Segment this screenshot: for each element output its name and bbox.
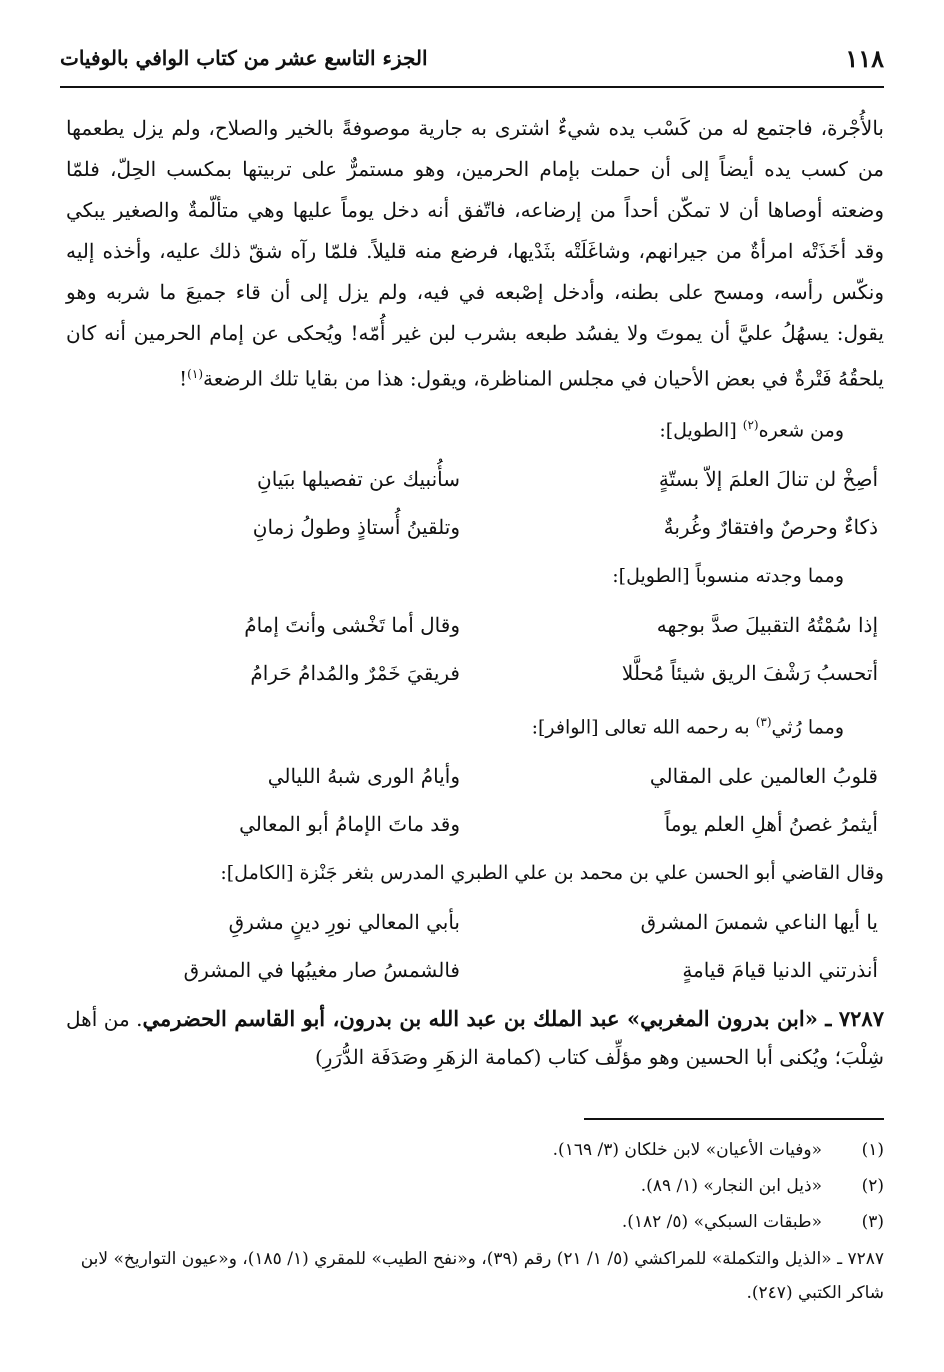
footnotes [66, 1132, 884, 1310]
footnote-ref-2: (٢) [742, 417, 759, 432]
verse [66, 752, 884, 800]
footnote-number: (٢) [861, 1176, 884, 1196]
main-paragraph-text: بالأُجْرة، فاجتمع له من كَسْب يده شيءٌ اشترى به جارية موصوفةً بالخير والصلاح، ولم يزل يطعمها من كسب يده أيضاً إلى أن حملت بإمام الحرمين، وهو مستمرٌّ على تربيتها بمكسب الحِلّ، فلمّا وضعته أوصاها أن لا تمكّن أحداً من إرضاعه، فاتّفق أنه دخل يوماً عليها وهي متألّمةٌ والصغير يبكي وقد أخَذَتْه امرأةٌ من جيرانهم، وشاغَلَتْه بثَدْيها، فرضع منه قليلاً. فلمّا رآه شقّ ذلك عليه، وأخذه إليه ونكّس رأسه، ومسح على بطنه، وأدخل إصْبعه في فيه، ولم يزل إلى أن قاء جميعَ ما شربه وهو يقول: يسهُلُ عليَّ أن يموتَ ولا يفسُد طبعه بشرب لبن غير أُمّه! ويُحكى عن إمام الحرمين أنه كان يلحقُهُ فَتْرةٌ في بعض الأحيان في مجلس المناظرة، ويقول: هذا من بقايا تلك الرضعة [66, 116, 884, 391]
poem-intro-1: ومن شعره$^{(٢)}$ [الطويل]: [659, 417, 844, 441]
main-paragraph-end: ! [179, 366, 188, 391]
verse-first-hemistich: قلوبُ العالمين على المقالي [649, 764, 878, 789]
verse-first-hemistich: أيثمرُ غصنُ أهلِ العلم يوماً [664, 812, 878, 837]
verse [66, 601, 884, 649]
biography-entry [66, 1000, 884, 1076]
verse-second-hemistich: سأُنبيك عن تفصيلها ببَيانِ [257, 466, 460, 491]
poem-intro-4: وقال القاضي أبو الحسن علي بن محمد بن علي الطبري المدرس بثغر جَنْزة [الكامل]: [220, 862, 884, 885]
footnote-number: (١) [861, 1140, 884, 1160]
verse [66, 503, 884, 551]
footnote-text: «وفيات الأعيان» لابن خلكان (٣/ ١٦٩). [552, 1140, 822, 1160]
footnote-divider [584, 1118, 884, 1120]
verse [66, 898, 884, 946]
poem-intro-2: ومما وجدته منسوباً [الطويل]: [612, 564, 844, 587]
entry-source-note [66, 1242, 884, 1310]
poem-intro-3: ومما رُثي$^{(٣)}$ به رحمه الله تعالى [الوافر]: [531, 714, 844, 739]
page-body [66, 108, 884, 1076]
footnote [66, 1132, 884, 1168]
entry-note-number: ٧٢٨٧ ـ [837, 1249, 884, 1269]
verse-first-hemistich: أنذرتني الدنيا قيامَ قيامةٍ [682, 958, 878, 983]
footnote [66, 1204, 884, 1240]
footnote-ref-3: (٣) [755, 714, 772, 729]
page-number: ١١٨ [845, 44, 884, 73]
verse [66, 649, 884, 697]
verse-first-hemistich: أتحسبُ رَشْفَ الريق شيئاً مُحلَّلا [621, 660, 878, 685]
main-paragraph [66, 108, 884, 400]
verse-second-hemistich: وأيامُ الورى شبهُ الليالي [267, 764, 460, 789]
verse [66, 455, 884, 503]
footnote-ref-1: (١) [187, 367, 203, 381]
verse-second-hemistich: وقال أما تَخْشى وأنتَ إمامُ [244, 612, 460, 637]
verse-second-hemistich: وقد ماتَ الإمامُ أبو المعالي [239, 812, 460, 837]
entry-text: . من أهل شِلْبَ؛ ويُكنى أبا الحسين وهو مؤلِّف كتاب (كمامة الزهَرِ وصَدَفَة الدُّرَرِ) [66, 1007, 884, 1070]
verse-first-hemistich: إذا سُمْتُهُ التقبيلَ صدَّ بوجهه [656, 612, 878, 637]
verse-first-hemistich: يا أيها الناعي شمسَ المشرق [640, 910, 878, 935]
running-title: الجزء التاسع عشر من كتاب الوافي بالوفيات [60, 46, 428, 70]
entry-note-text: «الذيل والتكملة» للمراكشي (٥/ ١/ ٢١) رقم (٣٩)، و«نفح الطيب» للمقري (١/ ١٨٥)، و«عيون التواريخ» لابن شاكر الكتبي (٢٤٧). [80, 1249, 884, 1303]
footnote-text: «طبقات السبكي» (٥/ ١٨٢). [621, 1212, 822, 1232]
verse-first-hemistich: أصِخْ لن تنالَ العلمَ إلاّ بستّةٍ [658, 466, 878, 491]
footnote-number: (٣) [861, 1212, 884, 1232]
entry-heading: ٧٢٨٧ ـ «ابن بدرون المغربي» عبد الملك بن عبد الله بن بدرون، أبو القاسم الحضرمي [142, 1006, 884, 1032]
verse-second-hemistich: بأبي المعالي نورِ دينٍ مشرقِ [228, 910, 460, 935]
verse-second-hemistich: وتلقينُ أُستاذٍ وطولُ زمانِ [252, 514, 460, 539]
footnote-text: «ذيل ابن النجار» (١/ ٨٩). [640, 1176, 822, 1196]
verse-second-hemistich: فالشمسُ صار مغيبُها في المشرق [183, 958, 460, 983]
verse [66, 800, 884, 848]
verse-first-hemistich: ذكاءٌ وحرصٌ وافتقارٌ وغُربةٌ [663, 514, 878, 539]
footnote [66, 1168, 884, 1204]
page-header [60, 40, 884, 88]
verse [66, 946, 884, 994]
verse-second-hemistich: فريقيَ خَمْرٌ والمُدامُ حَرامُ [250, 660, 460, 685]
